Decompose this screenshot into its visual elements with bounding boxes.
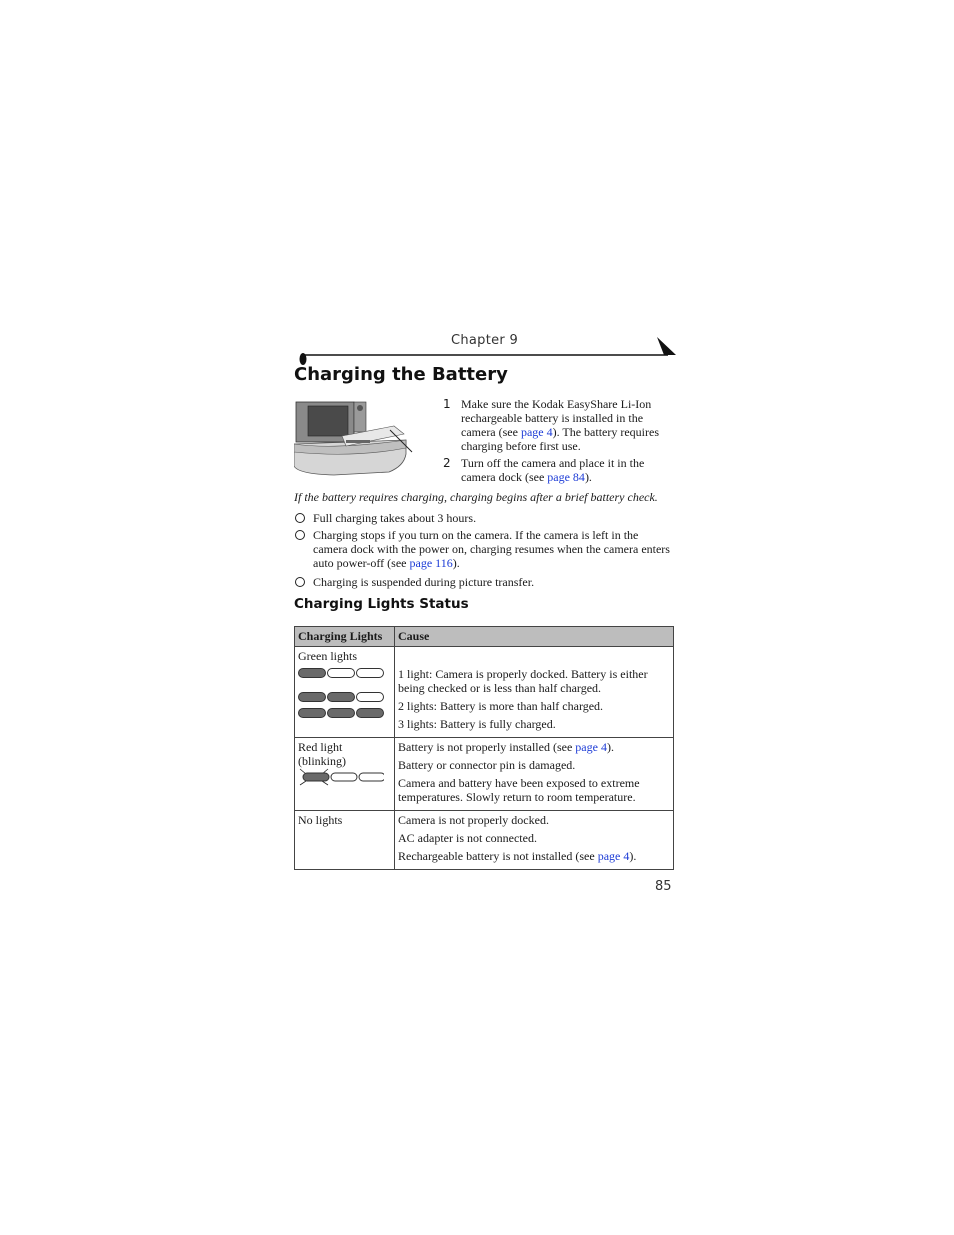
step-text — [461, 397, 673, 453]
page-number: 85 — [655, 879, 672, 894]
step-text — [461, 456, 673, 484]
step-2 — [443, 456, 673, 488]
step-text-pre: Turn off the camera and place it in the camera dock (see — [461, 456, 645, 484]
red-light-label: Red light — [298, 740, 343, 754]
step-number: 2 — [443, 456, 451, 470]
cause-text-pre: Rechargeable battery is not installed (see — [398, 849, 598, 863]
camera-dock-image — [294, 400, 419, 476]
cause-text: 1 light: Camera is properly docked. Battery is either being checked or is less than half charged. — [398, 667, 648, 695]
led-indicator — [298, 708, 326, 718]
step-number: 1 — [443, 397, 451, 411]
page-link[interactable]: page 4 — [597, 849, 630, 863]
bullet-circle-icon — [295, 530, 305, 540]
cause-cell — [395, 647, 674, 738]
table-row — [295, 811, 674, 870]
page-title: Charging the Battery — [294, 364, 508, 385]
led-indicator — [327, 692, 355, 702]
cause-cell — [395, 811, 674, 870]
bullet-text-pre: Charging stops if you turn on the camera. If the camera is left in the camera dock with the power on, charging resumes when the camera enters auto power-off (see — [313, 528, 670, 570]
led-indicator — [327, 668, 355, 678]
bullet-item — [294, 575, 676, 591]
page-link[interactable]: page 4 — [575, 740, 607, 754]
bullet-circle-icon — [295, 577, 305, 587]
led-indicator — [298, 668, 326, 678]
step-1 — [443, 397, 673, 457]
cause-text-pre: Battery is not properly installed (see — [398, 740, 576, 754]
cause-text: AC adapter is not connected. — [398, 831, 537, 845]
lights-cell — [295, 811, 395, 870]
step-text-pre: Make sure the Kodak EasyShare Li-Ion rechargeable battery is installed in the camera (see — [461, 397, 652, 439]
red-light-sublabel: (blinking) — [298, 754, 346, 768]
step-text-post: ). The battery requires charging before first use. — [461, 425, 660, 453]
header-charging-lights: Charging Lights — [295, 627, 395, 647]
table-row — [295, 738, 674, 811]
page-link[interactable]: page 4 — [520, 425, 553, 439]
lights-cell — [295, 647, 395, 738]
bullet-text: Charging is suspended during picture transfer. — [313, 575, 535, 589]
cause-text — [398, 740, 670, 754]
led-indicator — [327, 708, 355, 718]
cause-text-post: ). — [629, 849, 637, 863]
bullet-text-post: ). — [452, 556, 460, 570]
step-text-post: ). — [584, 470, 592, 484]
bullet-text — [313, 528, 675, 570]
page-link[interactable]: page 84 — [547, 470, 585, 484]
cause-text — [398, 849, 670, 863]
chapter-label: Chapter 9 — [451, 333, 519, 348]
lights-1-on — [298, 668, 391, 678]
bullet-item — [294, 511, 676, 527]
cause-text: 2 lights: Battery is more than half charged. — [398, 699, 604, 713]
section-title: Charging Lights Status — [294, 596, 469, 612]
cause-text: Camera is not properly docked. — [398, 813, 549, 827]
table-header-row — [295, 627, 674, 647]
cause-text: 3 lights: Battery is fully charged. — [398, 717, 556, 731]
no-lights-label: No lights — [298, 813, 343, 827]
led-indicator — [356, 692, 384, 702]
charging-note: If the battery requires charging, charging begins after a brief battery check. — [294, 490, 658, 504]
cause-text: Camera and battery have been exposed to extreme temperatures. Slowly return to room temperature. — [398, 776, 640, 804]
page-link[interactable]: page 116 — [409, 556, 453, 570]
lights-3-on — [298, 708, 391, 718]
bullet-circle-icon — [295, 513, 305, 523]
bullet-item — [294, 528, 676, 574]
cause-text-post: ). — [606, 740, 614, 754]
lights-2-on — [298, 692, 391, 702]
cause-text: Battery or connector pin is damaged. — [398, 758, 576, 772]
led-indicator — [298, 692, 326, 702]
bullet-text: Full charging takes about 3 hours. — [313, 511, 477, 525]
cause-cell — [395, 738, 674, 811]
charging-lights-table — [294, 626, 674, 870]
chapter-header-rule — [298, 334, 678, 366]
led-indicator — [356, 668, 384, 678]
blinking-red-light-icon — [298, 768, 384, 786]
header-cause: Cause — [395, 627, 674, 647]
table-row — [295, 647, 674, 738]
green-lights-label: Green lights — [298, 649, 357, 663]
lights-cell — [295, 738, 395, 811]
led-indicator — [356, 708, 384, 718]
